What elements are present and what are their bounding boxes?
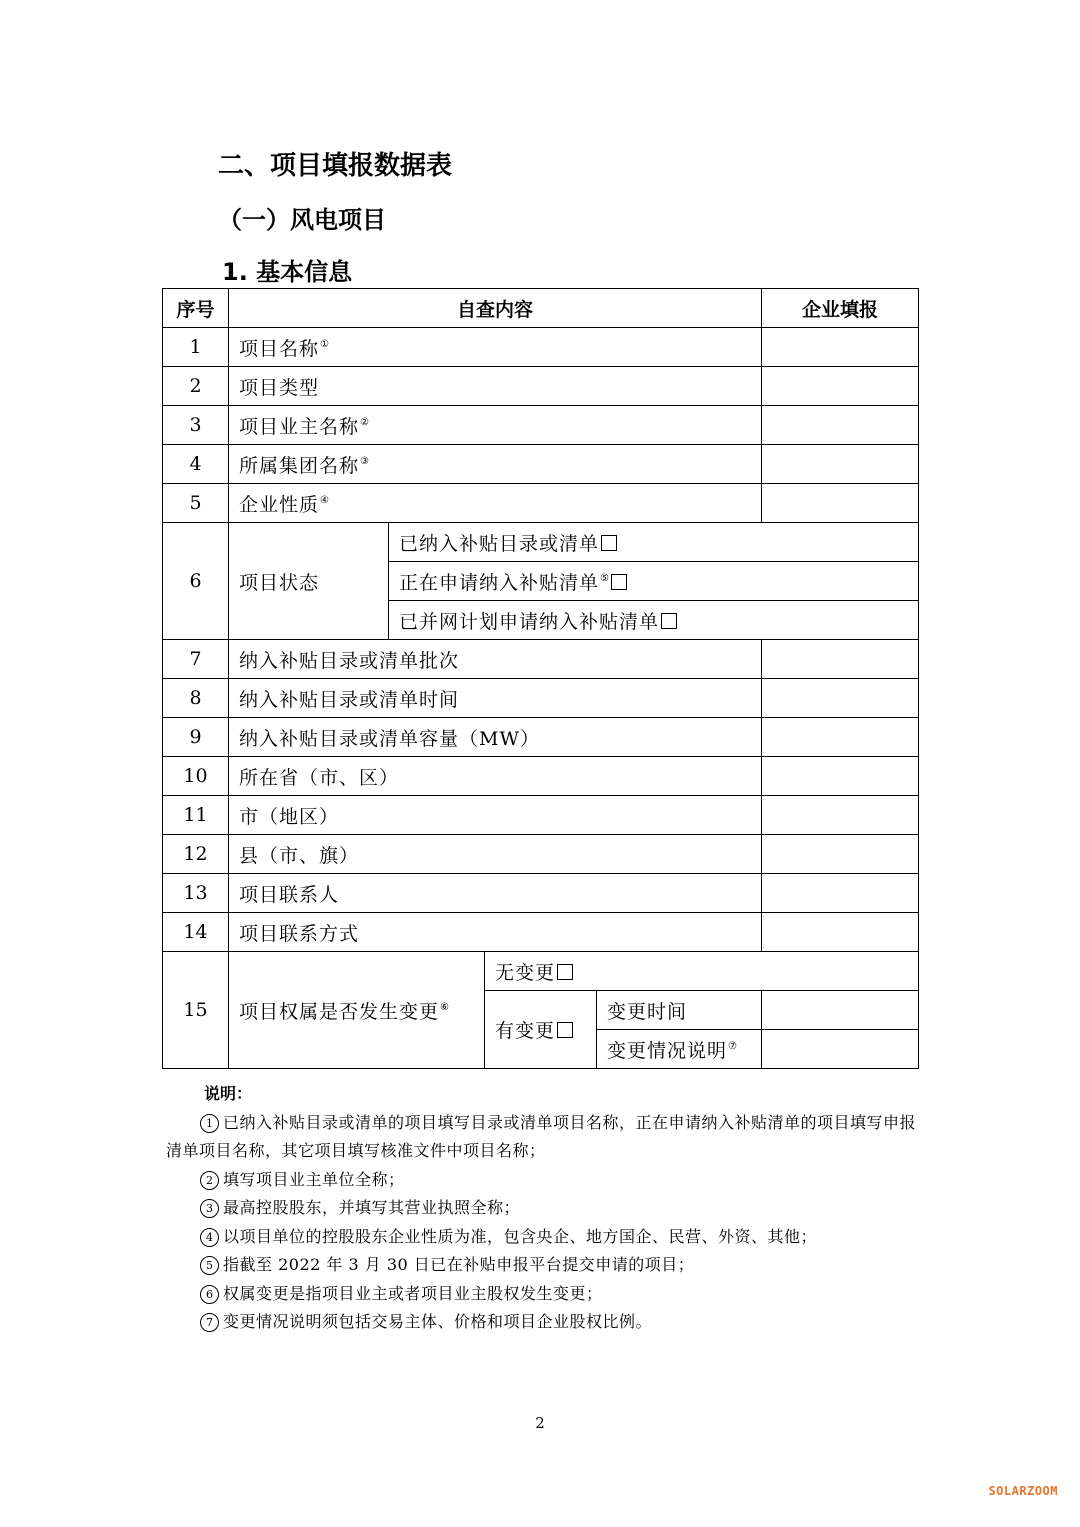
row-label: 项目名称① (229, 328, 762, 367)
footnote-mark: ③ (360, 455, 369, 467)
row-number: 2 (163, 367, 229, 406)
row-number: 8 (163, 679, 229, 718)
row-label: 项目状态 (229, 523, 389, 640)
note-item: 1 已纳入补贴目录或清单的项目填写目录或清单项目名称，正在申请纳入补贴清单的项目填写申报清单项目名称，其它项目填写核准文件中项目名称； (166, 1112, 917, 1160)
table-row (163, 484, 919, 523)
header-content: 自查内容 (229, 289, 762, 328)
status-option-planned[interactable]: 已并网计划申请纳入补贴清单 (389, 601, 919, 640)
table-row (163, 367, 919, 406)
row-number: 14 (163, 913, 229, 952)
fill-cell[interactable] (762, 367, 919, 406)
table-header-row (163, 289, 919, 328)
table-row (163, 328, 919, 367)
subsubsection-heading: 1. 基本信息 (222, 258, 353, 286)
footnote-mark: ⑥ (440, 1001, 449, 1013)
table-row-ownership-change (163, 952, 919, 991)
table-row (163, 874, 919, 913)
note-number: 2 (200, 1171, 219, 1190)
fill-cell[interactable] (762, 406, 919, 445)
watermark: SOLARZOOM (988, 1484, 1058, 1498)
basic-info-table (162, 288, 919, 1069)
fill-cell[interactable] (762, 913, 919, 952)
fill-cell[interactable] (762, 484, 919, 523)
row-number: 5 (163, 484, 229, 523)
table-row-project-status (163, 523, 919, 562)
row-label: 纳入补贴目录或清单批次 (229, 640, 762, 679)
change-time-cell[interactable] (762, 991, 919, 1030)
note-item: 2 填写项目业主单位全称； (166, 1166, 918, 1195)
footnote-mark: ⑤ (600, 572, 609, 584)
row-label: 项目联系方式 (229, 913, 762, 952)
row-label: 市（地区） (229, 796, 762, 835)
row-label: 纳入补贴目录或清单容量（MW） (229, 718, 762, 757)
row-number: 9 (163, 718, 229, 757)
header-fill: 企业填报 (762, 289, 919, 328)
table-row (163, 835, 919, 874)
row-number: 3 (163, 406, 229, 445)
row-label: 企业性质④ (229, 484, 762, 523)
row-number: 1 (163, 328, 229, 367)
status-option-listed[interactable]: 已纳入补贴目录或清单 (389, 523, 919, 562)
note-item: 7 变更情况说明须包括交易主体、价格和项目企业股权比例。 (166, 1308, 918, 1337)
row-number: 4 (163, 445, 229, 484)
table-row (163, 445, 919, 484)
fill-cell[interactable] (762, 874, 919, 913)
no-change-option[interactable]: 无变更 (485, 952, 919, 991)
subsection-heading: （一）风电项目 (218, 206, 386, 234)
note-number: 5 (200, 1256, 219, 1275)
footnote-mark: ⑦ (728, 1040, 737, 1052)
note-item: 5 指截至 2022 年 3 月 30 日已在补贴申报平台提交申请的项目； (166, 1251, 918, 1280)
footnote-mark: ② (360, 416, 369, 428)
checkbox[interactable] (557, 964, 573, 980)
footnote-mark: ④ (320, 494, 329, 506)
checkbox[interactable] (557, 1022, 573, 1038)
notes-section (166, 1080, 918, 1337)
row-number: 6 (163, 523, 229, 640)
table-row (163, 679, 919, 718)
fill-cell[interactable] (762, 679, 919, 718)
note-number: 1 (200, 1114, 219, 1133)
table-row (163, 757, 919, 796)
change-time-label: 变更时间 (597, 991, 762, 1030)
fill-cell[interactable] (762, 835, 919, 874)
fill-cell[interactable] (762, 445, 919, 484)
fill-cell[interactable] (762, 718, 919, 757)
row-label: 项目类型 (229, 367, 762, 406)
note-item: 3 最高控股股东，并填写其营业执照全称； (166, 1194, 918, 1223)
row-number: 11 (163, 796, 229, 835)
change-desc-label: 变更情况说明⑦ (597, 1030, 762, 1069)
table-row (163, 718, 919, 757)
row-number: 10 (163, 757, 229, 796)
change-desc-cell[interactable] (762, 1030, 919, 1069)
header-seq: 序号 (163, 289, 229, 328)
page-number: 2 (535, 1414, 545, 1432)
fill-cell[interactable] (762, 796, 919, 835)
table-row (163, 913, 919, 952)
row-label: 项目业主名称② (229, 406, 762, 445)
footnote-mark: ① (320, 338, 329, 350)
notes-title: 说明： (204, 1084, 253, 1103)
row-number: 13 (163, 874, 229, 913)
fill-cell[interactable] (762, 640, 919, 679)
status-option-applying[interactable]: 正在申请纳入补贴清单⑤ (389, 562, 919, 601)
table-row (163, 640, 919, 679)
row-label: 所在省（市、区） (229, 757, 762, 796)
row-number: 12 (163, 835, 229, 874)
fill-cell[interactable] (762, 328, 919, 367)
table-row (163, 796, 919, 835)
checkbox[interactable] (601, 535, 617, 551)
note-number: 6 (200, 1285, 219, 1304)
row-label: 项目联系人 (229, 874, 762, 913)
has-change-option[interactable]: 有变更 (485, 991, 597, 1069)
section-heading: 二、项目填报数据表 (218, 151, 453, 181)
checkbox[interactable] (611, 574, 627, 590)
row-label: 县（市、旗） (229, 835, 762, 874)
row-label: 项目权属是否发生变更⑥ (229, 952, 485, 1069)
table-row (163, 406, 919, 445)
note-item: 4 以项目单位的控股股东企业性质为准，包含央企、地方国企、民营、外资、其他； (166, 1223, 918, 1252)
note-number: 7 (200, 1313, 219, 1332)
note-number: 4 (200, 1228, 219, 1247)
row-label: 所属集团名称③ (229, 445, 762, 484)
fill-cell[interactable] (762, 757, 919, 796)
row-label: 纳入补贴目录或清单时间 (229, 679, 762, 718)
row-number: 7 (163, 640, 229, 679)
row-number: 15 (163, 952, 229, 1069)
checkbox[interactable] (661, 613, 677, 629)
note-item: 6 权属变更是指项目业主或者项目业主股权发生变更； (166, 1280, 918, 1309)
note-number: 3 (200, 1199, 219, 1218)
